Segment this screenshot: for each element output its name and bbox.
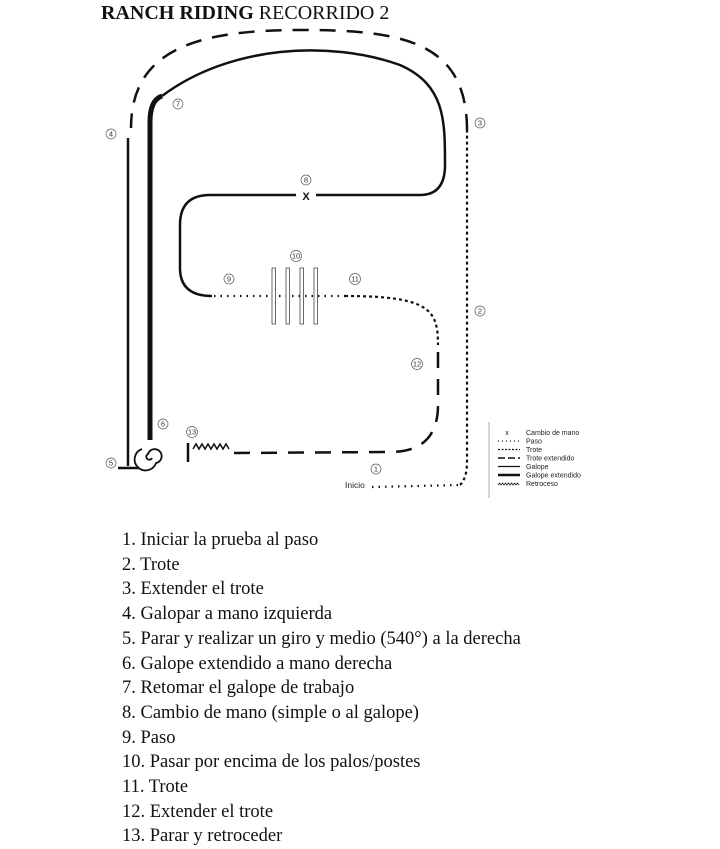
step-item: 1. Iniciar la prueba al paso — [122, 530, 319, 550]
svg-text:11: 11 — [351, 274, 359, 284]
step-item: 11. Trote — [122, 777, 189, 798]
marker-10 — [291, 251, 302, 262]
marker-11 — [350, 274, 361, 285]
legend-label: Retroceso — [526, 481, 558, 488]
marker-12 — [412, 359, 423, 370]
path-backup-zigzag — [193, 444, 229, 449]
svg-text:1: 1 — [373, 464, 379, 474]
legend-label: Galope — [526, 464, 549, 471]
path-extended-lope — [150, 96, 162, 440]
path-lope-after-change — [180, 195, 296, 296]
marker-9 — [224, 274, 234, 284]
svg-text:10: 10 — [291, 251, 301, 261]
path-lope-loop — [162, 50, 445, 195]
pole — [314, 268, 318, 324]
legend-symbol-x: x — [505, 430, 509, 437]
title-rest: RECORRIDO 2 — [253, 2, 390, 24]
path-trot-right — [460, 130, 467, 485]
svg-text:9: 9 — [226, 274, 232, 284]
svg-text:8: 8 — [303, 175, 309, 185]
marker-6 — [158, 419, 168, 429]
path-extended-trot-bottom — [232, 352, 438, 453]
marker-1 — [371, 464, 381, 474]
step-item: 6. Galope extendido a mano derecha — [122, 653, 393, 674]
step-item: 4. Galopar a mano izquierda — [122, 604, 333, 625]
step-item: 7. Retomar el galope de trabajo — [122, 678, 355, 699]
svg-text:4: 4 — [108, 129, 114, 139]
pole — [272, 268, 276, 324]
path-walk-start — [372, 485, 460, 487]
legend-label: Trote — [526, 447, 543, 454]
legend — [489, 422, 581, 498]
marker-4 — [106, 129, 116, 139]
legend-label: Cambio de mano — [526, 430, 580, 437]
svg-text:13: 13 — [187, 427, 197, 437]
svg-text:12: 12 — [412, 359, 422, 369]
step-item: 12. Extender el trote — [122, 801, 274, 822]
pole — [300, 268, 304, 324]
svg-text:6: 6 — [160, 419, 166, 429]
legend-label: Paso — [526, 438, 542, 446]
step-item: 10. Pasar por encima de los palos/postes — [122, 752, 421, 773]
step-item: 2. Trote — [122, 554, 180, 575]
title-bold: RANCH RIDING — [101, 2, 254, 24]
marker-3 — [475, 118, 485, 128]
svg-text:3: 3 — [477, 118, 483, 128]
svg-text:5: 5 — [108, 458, 114, 468]
start-label: Inicio — [345, 480, 365, 490]
change-symbol: X — [302, 191, 310, 203]
step-item: 9. Paso — [122, 727, 176, 748]
pole — [286, 268, 290, 324]
svg-text:2: 2 — [477, 306, 483, 316]
step-item: 5. Parar y realizar un giro y medio (540°) a la derecha — [122, 628, 521, 649]
legend-label: Galope extendido — [526, 472, 581, 480]
marker-5 — [106, 458, 116, 468]
marker-2 — [475, 306, 485, 316]
steps-list — [122, 528, 521, 849]
marker-8 — [301, 175, 311, 185]
step-item: 13. Parar y retroceder — [122, 826, 283, 847]
marker-13 — [187, 427, 198, 438]
svg-text:7: 7 — [175, 99, 181, 109]
spin-spiral — [135, 449, 162, 470]
legend-label: Trote extendido — [526, 455, 575, 463]
path-trot-curve — [345, 296, 438, 345]
path-extended-trot-top — [131, 30, 467, 130]
step-item: 8. Cambio de mano (simple o al galope) — [122, 702, 419, 723]
marker-7 — [173, 99, 183, 109]
step-item: 3. Extender el trote — [122, 579, 264, 600]
legend-symbol-zigzag — [498, 483, 519, 485]
